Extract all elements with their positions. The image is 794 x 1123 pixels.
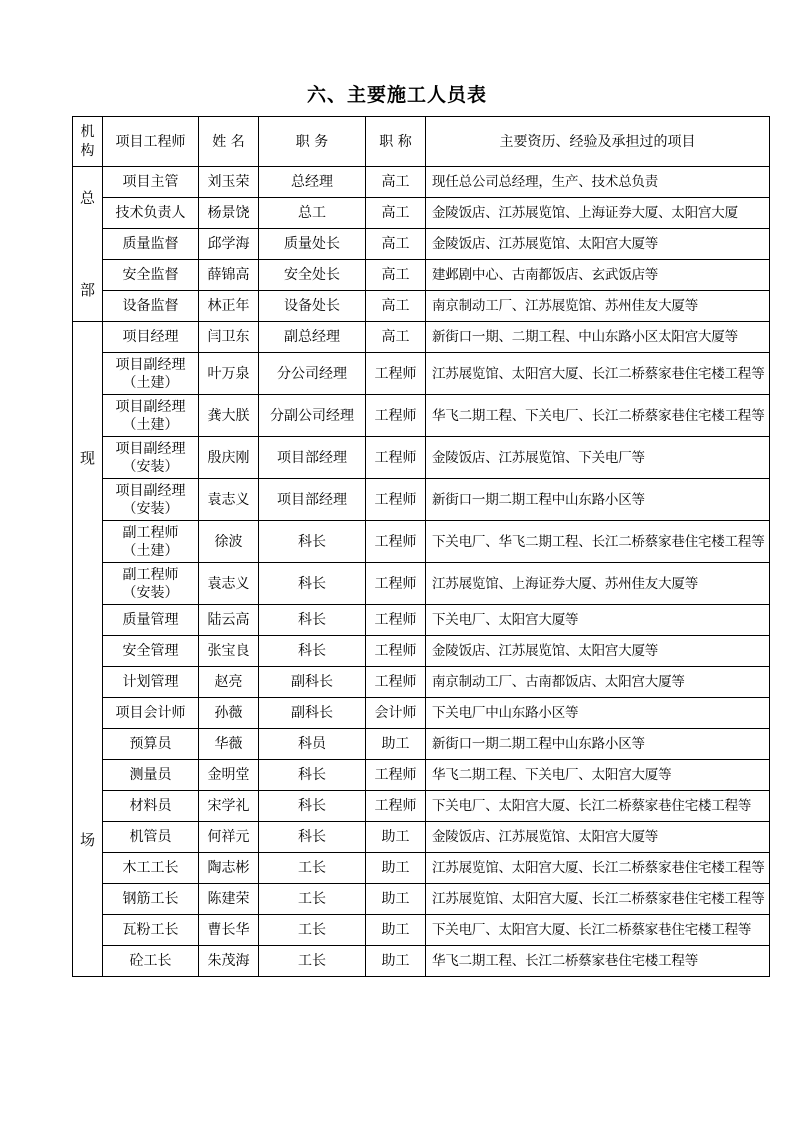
cell-grade: 工程师 — [366, 605, 426, 636]
table-row — [73, 198, 770, 229]
table-row — [73, 760, 770, 791]
cell-experience: 南京制动工厂、古南都饭店、太阳宫大厦等 — [426, 667, 770, 698]
cell-name: 朱茂海 — [199, 946, 259, 977]
header-role: 项目工程师 — [103, 117, 199, 167]
header-name: 姓 名 — [199, 117, 259, 167]
cell-duty: 安全处长 — [259, 260, 366, 291]
cell-role: 项目副经理 （土建） — [103, 353, 199, 395]
table-row — [73, 395, 770, 437]
cell-grade: 工程师 — [366, 395, 426, 437]
cell-grade: 会计师 — [366, 698, 426, 729]
cell-experience: 建邺剧中心、古南都饭店、玄武饭店等 — [426, 260, 770, 291]
cell-role: 安全管理 — [103, 636, 199, 667]
cell-name: 殷庆刚 — [199, 437, 259, 479]
cell-name: 陶志彬 — [199, 853, 259, 884]
cell-role: 质量监督 — [103, 229, 199, 260]
cell-grade: 高工 — [366, 198, 426, 229]
cell-name: 龚大朕 — [199, 395, 259, 437]
cell-name: 叶万泉 — [199, 353, 259, 395]
staff-table — [72, 116, 770, 977]
cell-grade: 工程师 — [366, 521, 426, 563]
group-label — [73, 449, 102, 849]
cell-experience: 金陵饭店、江苏展览馆、太阳宫大厦等 — [426, 636, 770, 667]
header-org-label: 机构 — [80, 123, 95, 159]
cell-grade: 助工 — [366, 853, 426, 884]
cell-role: 瓦粉工长 — [103, 915, 199, 946]
cell-grade: 工程师 — [366, 437, 426, 479]
table-row — [73, 853, 770, 884]
cell-experience: 华飞二期工程、下关电厂、长江二桥蔡家巷住宅楼工程等 — [426, 395, 770, 437]
cell-duty: 质量处长 — [259, 229, 366, 260]
cell-grade: 工程师 — [366, 760, 426, 791]
cell-role: 材料员 — [103, 791, 199, 822]
cell-role: 安全监督 — [103, 260, 199, 291]
cell-grade: 高工 — [366, 291, 426, 322]
cell-experience: 南京制动工厂、江苏展览馆、苏州佳友大厦等 — [426, 291, 770, 322]
cell-role: 项目经理 — [103, 322, 199, 353]
cell-grade: 高工 — [366, 167, 426, 198]
cell-grade: 助工 — [366, 915, 426, 946]
cell-role: 测量员 — [103, 760, 199, 791]
table-header-row — [73, 117, 770, 167]
header-experience: 主要资历、经验及承担过的项目 — [426, 117, 770, 167]
page-title: 六、主要施工人员表 — [306, 84, 487, 106]
cell-duty: 项目部经理 — [259, 479, 366, 521]
cell-role: 项目副经理 （土建） — [103, 395, 199, 437]
cell-experience: 下关电厂、太阳宫大厦等 — [426, 605, 770, 636]
cell-name: 刘玉荣 — [199, 167, 259, 198]
cell-role: 副工程师 （安装） — [103, 563, 199, 605]
cell-grade: 助工 — [366, 884, 426, 915]
group-cell-site — [73, 322, 103, 977]
cell-duty: 副总经理 — [259, 322, 366, 353]
cell-grade: 高工 — [366, 229, 426, 260]
cell-grade: 工程师 — [366, 636, 426, 667]
cell-experience: 下关电厂中山东路小区等 — [426, 698, 770, 729]
cell-grade: 工程师 — [366, 563, 426, 605]
cell-experience: 华飞二期工程、长江二桥蔡家巷住宅楼工程等 — [426, 946, 770, 977]
cell-role: 质量管理 — [103, 605, 199, 636]
table-row — [73, 167, 770, 198]
cell-duty: 项目部经理 — [259, 437, 366, 479]
cell-experience: 江苏展览馆、上海证券大厦、苏州佳友大厦等 — [426, 563, 770, 605]
cell-name: 宋学礼 — [199, 791, 259, 822]
cell-experience: 金陵饭店、江苏展览馆、太阳宫大厦等 — [426, 822, 770, 853]
header-grade: 职 称 — [366, 117, 426, 167]
cell-role: 项目副经理 （安装） — [103, 437, 199, 479]
table-row — [73, 479, 770, 521]
cell-experience: 金陵饭店、江苏展览馆、上海证券大厦、太阳宫大厦 — [426, 198, 770, 229]
table-row — [73, 698, 770, 729]
cell-duty: 科长 — [259, 563, 366, 605]
cell-grade: 助工 — [366, 946, 426, 977]
cell-duty: 工长 — [259, 915, 366, 946]
group-char-1: 现 — [79, 449, 95, 467]
cell-duty: 科长 — [259, 791, 366, 822]
cell-name: 孙薇 — [199, 698, 259, 729]
cell-name: 林正年 — [199, 291, 259, 322]
group-char-1: 总 — [79, 189, 95, 207]
cell-experience: 现任总公司总经理，生产、技术总负责 — [426, 167, 770, 198]
cell-experience: 金陵饭店、江苏展览馆、下关电厂等 — [426, 437, 770, 479]
table-row — [73, 791, 770, 822]
cell-grade: 工程师 — [366, 353, 426, 395]
cell-duty: 分副公司经理 — [259, 395, 366, 437]
cell-role: 项目副经理 （安装） — [103, 479, 199, 521]
table-row — [73, 605, 770, 636]
cell-role: 设备监督 — [103, 291, 199, 322]
cell-name: 华薇 — [199, 729, 259, 760]
table-row — [73, 915, 770, 946]
cell-grade: 助工 — [366, 729, 426, 760]
cell-experience: 下关电厂、华飞二期工程、长江二桥蔡家巷住宅楼工程等 — [426, 521, 770, 563]
staff-table-body — [73, 117, 770, 977]
group-cell-hq — [73, 167, 103, 322]
cell-role: 木工工长 — [103, 853, 199, 884]
cell-experience: 江苏展览馆、太阳宫大厦、长江二桥蔡家巷住宅楼工程等 — [426, 853, 770, 884]
cell-name: 袁志义 — [199, 479, 259, 521]
header-duty: 职 务 — [259, 117, 366, 167]
cell-role: 机管员 — [103, 822, 199, 853]
cell-experience: 下关电厂、太阳宫大厦、长江二桥蔡家巷住宅楼工程等 — [426, 791, 770, 822]
cell-experience: 新街口一期、二期工程、中山东路小区太阳宫大厦等 — [426, 322, 770, 353]
cell-experience: 华飞二期工程、下关电厂、太阳宫大厦等 — [426, 760, 770, 791]
table-row — [73, 563, 770, 605]
cell-experience: 江苏展览馆、太阳宫大厦、长江二桥蔡家巷住宅楼工程等 — [426, 353, 770, 395]
table-row — [73, 353, 770, 395]
cell-name: 赵亮 — [199, 667, 259, 698]
cell-name: 徐波 — [199, 521, 259, 563]
cell-duty: 副科长 — [259, 667, 366, 698]
cell-grade: 工程师 — [366, 791, 426, 822]
cell-role: 钢筋工长 — [103, 884, 199, 915]
cell-duty: 工长 — [259, 853, 366, 884]
cell-role: 计划管理 — [103, 667, 199, 698]
cell-name: 何祥元 — [199, 822, 259, 853]
cell-grade: 工程师 — [366, 667, 426, 698]
cell-role: 技术负责人 — [103, 198, 199, 229]
cell-duty: 科员 — [259, 729, 366, 760]
cell-duty: 工长 — [259, 946, 366, 977]
cell-name: 陆云高 — [199, 605, 259, 636]
table-row — [73, 946, 770, 977]
cell-name: 张宝良 — [199, 636, 259, 667]
cell-duty: 科长 — [259, 521, 366, 563]
cell-name: 邱学海 — [199, 229, 259, 260]
table-row — [73, 322, 770, 353]
table-row — [73, 729, 770, 760]
cell-experience: 新街口一期二期工程中山东路小区等 — [426, 479, 770, 521]
group-label — [73, 189, 102, 299]
cell-grade: 助工 — [366, 822, 426, 853]
cell-experience: 新街口一期二期工程中山东路小区等 — [426, 729, 770, 760]
cell-name: 金明堂 — [199, 760, 259, 791]
table-row — [73, 260, 770, 291]
table-row — [73, 636, 770, 667]
cell-grade: 高工 — [366, 322, 426, 353]
cell-duty: 科长 — [259, 760, 366, 791]
cell-grade: 工程师 — [366, 479, 426, 521]
cell-role: 副工程师 （土建） — [103, 521, 199, 563]
cell-experience: 金陵饭店、江苏展览馆、太阳宫大厦等 — [426, 229, 770, 260]
cell-role: 项目会计师 — [103, 698, 199, 729]
cell-name: 曹长华 — [199, 915, 259, 946]
cell-duty: 副科长 — [259, 698, 366, 729]
cell-name: 袁志义 — [199, 563, 259, 605]
header-org — [73, 117, 103, 167]
table-row — [73, 437, 770, 479]
group-char-2: 部 — [79, 281, 95, 299]
cell-role: 砼工长 — [103, 946, 199, 977]
cell-grade: 高工 — [366, 260, 426, 291]
cell-name: 薛锦高 — [199, 260, 259, 291]
cell-role: 预算员 — [103, 729, 199, 760]
cell-experience: 江苏展览馆、太阳宫大厦、长江二桥蔡家巷住宅楼工程等 — [426, 884, 770, 915]
cell-duty: 分公司经理 — [259, 353, 366, 395]
cell-name: 杨景饶 — [199, 198, 259, 229]
cell-role: 项目主管 — [103, 167, 199, 198]
table-row — [73, 667, 770, 698]
cell-duty: 科长 — [259, 605, 366, 636]
cell-name: 陈建荣 — [199, 884, 259, 915]
cell-duty: 总工 — [259, 198, 366, 229]
table-row — [73, 521, 770, 563]
cell-experience: 下关电厂、太阳宫大厦、长江二桥蔡家巷住宅楼工程等 — [426, 915, 770, 946]
table-row — [73, 291, 770, 322]
cell-duty: 设备处长 — [259, 291, 366, 322]
table-row — [73, 229, 770, 260]
cell-duty: 科长 — [259, 636, 366, 667]
cell-name: 闫卫东 — [199, 322, 259, 353]
table-row — [73, 822, 770, 853]
cell-duty: 科长 — [259, 822, 366, 853]
group-char-2: 场 — [79, 831, 95, 849]
cell-duty: 工长 — [259, 884, 366, 915]
cell-duty: 总经理 — [259, 167, 366, 198]
table-row — [73, 884, 770, 915]
